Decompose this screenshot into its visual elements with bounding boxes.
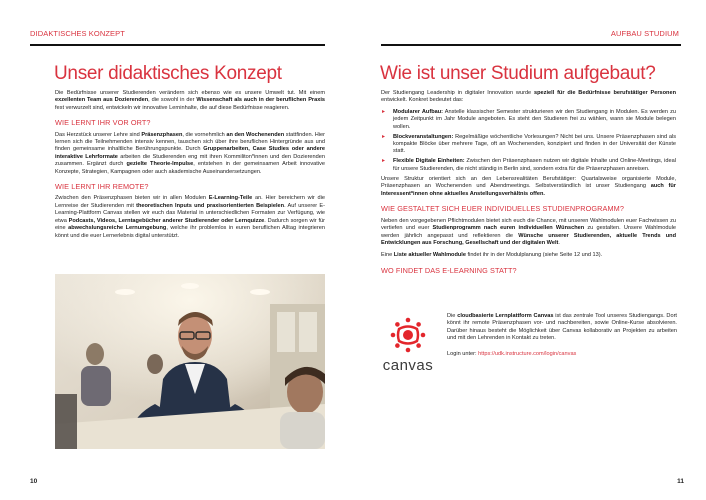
- arrow-icon: ▸: [382, 133, 386, 140]
- elearning-paragraph: Die cloudbasierte Lernplattform Canvas ist das zentrale Tool unseres Studiengangs. Dort könnt ihr remote Präsenzphasen vor- und nachbereiten, sowie Online-Kurse absolvieren. Darüber hinaus besteht die Möglichkeit über Canvas kollaborativ an Projekten zu arbeiten und mit den Lehrenden in Kontakt zu treten.: [447, 313, 677, 342]
- list-item: ▸ Flexible Digitale Einheiten: Zwischen den Präsenzphasen nutzen wir digitale Inhalte und Online-Meetings, ideal für unsere Studierenden, die nicht ständig in Berlin sind, sondern extra für die Präsenzphasen anreisen.: [382, 158, 676, 172]
- elearning-text: [447, 313, 677, 363]
- feature-list: [381, 109, 676, 173]
- canvas-login-link[interactable]: https://udk.instructure.com/login/canvas: [478, 350, 577, 357]
- header-rule-left: [30, 44, 325, 46]
- module-list-line: Eine Liste aktueller Wahlmodule findet ihr in der Modulplanung (siehe Seite 12 und 13).: [381, 252, 603, 259]
- list-item: ▸ Blockveranstaltungen: Regelmäßige wöchentliche Vorlesungen? Nicht bei uns. Unsere Präsenzphasen sind als kompakte Blöcke über mehrere Tage, oft an Wochenenden, konzipiert und finden in der Universität der Künste statt.: [382, 133, 676, 155]
- heading-elearning: WO FINDET DAS E-LEARNING STATT?: [381, 265, 517, 275]
- arrow-icon: ▸: [382, 158, 386, 165]
- list-item: ▸ Modularer Aufbau: Anstelle klassischer Semester strukturieren wir den Studiengang in Modulen. Es werden zu jedem Zeitpunkt im Jahr Module angeboten. Es steht den Studieren frei zu wählen, wann sie Module belegen wollen.: [382, 108, 676, 130]
- running-head-left: DIDAKTISCHES KONZEPT: [30, 29, 125, 38]
- individual-paragraph: Neben den vorgegebenen Pflichtmodulen bietet sich euch die Chance, mit unseren Wahlmodulen euer Fachwissen zu vertiefen und euer Studienprogramm nach euren individuellen Wünschen zu gestalten. Unsere Wahlmodule werden jährlich angepasst und reflektieren die Wünsche unserer Studierenden, aktuelle Trends und Entwicklungen aus Forschung, Gesellschaft und der digitalen Welt.: [381, 217, 676, 246]
- running-head-right: AUFBAU STUDIUM: [610, 29, 679, 38]
- intro-paragraph: Die Bedürfnisse unserer Studierenden verändern sich ebenso wie es unsere Umwelt tut. Mit einem exzellenten Team aus Dozierenden, die sowohl in der Wissenschaft als auch in der beruflichen Praxis fest verwurzelt sind, entwickeln wir innovative Lerninhalte, die auf diese Bedürfnisse reagieren.: [55, 90, 325, 111]
- heading-remote: WIE LERNT IHR REMOTE?: [55, 182, 149, 192]
- structure-paragraph: Unsere Struktur orientiert sich an den Lebensrealitäten Berufstätiger: Quartalsweise organisierte Module, Präsenzphasen an Wochenenden und Abendmeetings. Selbstverständlich ist unser Studiengang auch für Interessent*innen ohne aktuelles Anstellungsverhältnis offen.: [381, 176, 676, 197]
- heading-individual: WIE GESTALTET SICH EUER INDIVIDUELLES STUDIENPROGRAMM?: [381, 204, 624, 214]
- remote-paragraph: Zwischen den Präsenzphasen bieten wir in allen Modulen E-Learning-Teile an. Hier bereichern wir die Lernreise der Studierenden mit theoretischen Inputs und praxisorientierten Beispielen. Auf unserer E-Learning-Plattform Canvas stellen wir euch das Material in unterschiedlichen Formaten zur Verfügung, wie etwa Podcasts, Videos, Lerntagebücher anderer Studierender oder Lernquizze. Dadurch sorgen wir für eine abwechslungsreiche Lernumgebung, welche ihr problemlos in euren beruflichen Alltag integrieren könnt und die euer Lernerlebnis digital unterstützt.: [55, 195, 326, 239]
- page-number-right: 11: [677, 478, 684, 485]
- page-title-right: Wie ist unser Studium aufgebaut?: [380, 63, 656, 84]
- page-title-left: Unser didaktisches Konzept: [54, 63, 282, 84]
- page-number-left: 10: [30, 478, 38, 485]
- canvas-logo-wordmark: canvas: [382, 357, 434, 373]
- canvas-logo: [378, 313, 438, 373]
- arrow-icon: ▸: [382, 108, 386, 115]
- login-line: Login unter: https://udk.instructure.com/login/canvas: [447, 350, 577, 357]
- header-rule-right: [381, 44, 681, 46]
- lecture-photo: [55, 274, 325, 449]
- right-body: [381, 90, 676, 279]
- left-body: [55, 90, 325, 245]
- right-page: [353, 0, 706, 500]
- intro-paragraph-right: Der Studiengang Leadership in digitaler Innovation wurde speziell für die Bedürfnisse berufstätiger Personen entwickelt. Konkret bedeutet das:: [381, 90, 676, 104]
- onsite-paragraph: Das Herzstück unserer Lehre sind Präsenzphasen, die vornehmlich an den Wochenenden stattfinden. Hier lernen sich die Teilnehmenden intensiv kennen, tauschen sich über ihre beruflichen Hintergründe aus und finden gemeinsame inhaltliche Berührungspunkte. Durch Gruppenarbeiten, Case Studies oder andere interaktive Lehrformate arbeiten die Studierenden eng mit ihren Kommiliton*innen und den Dozierenden zusammen. Ergänzt durch gezielte Theorie-Impulse, entstehen in der gemeinsamen Arbeit innovative Konzepte, Strategien, Kampagnen oder auch akademische Auseinandersetzungen.: [55, 131, 325, 175]
- heading-onsite: WIE LERNT IHR VOR ORT?: [55, 118, 151, 128]
- canvas-logo-icon: [378, 313, 438, 373]
